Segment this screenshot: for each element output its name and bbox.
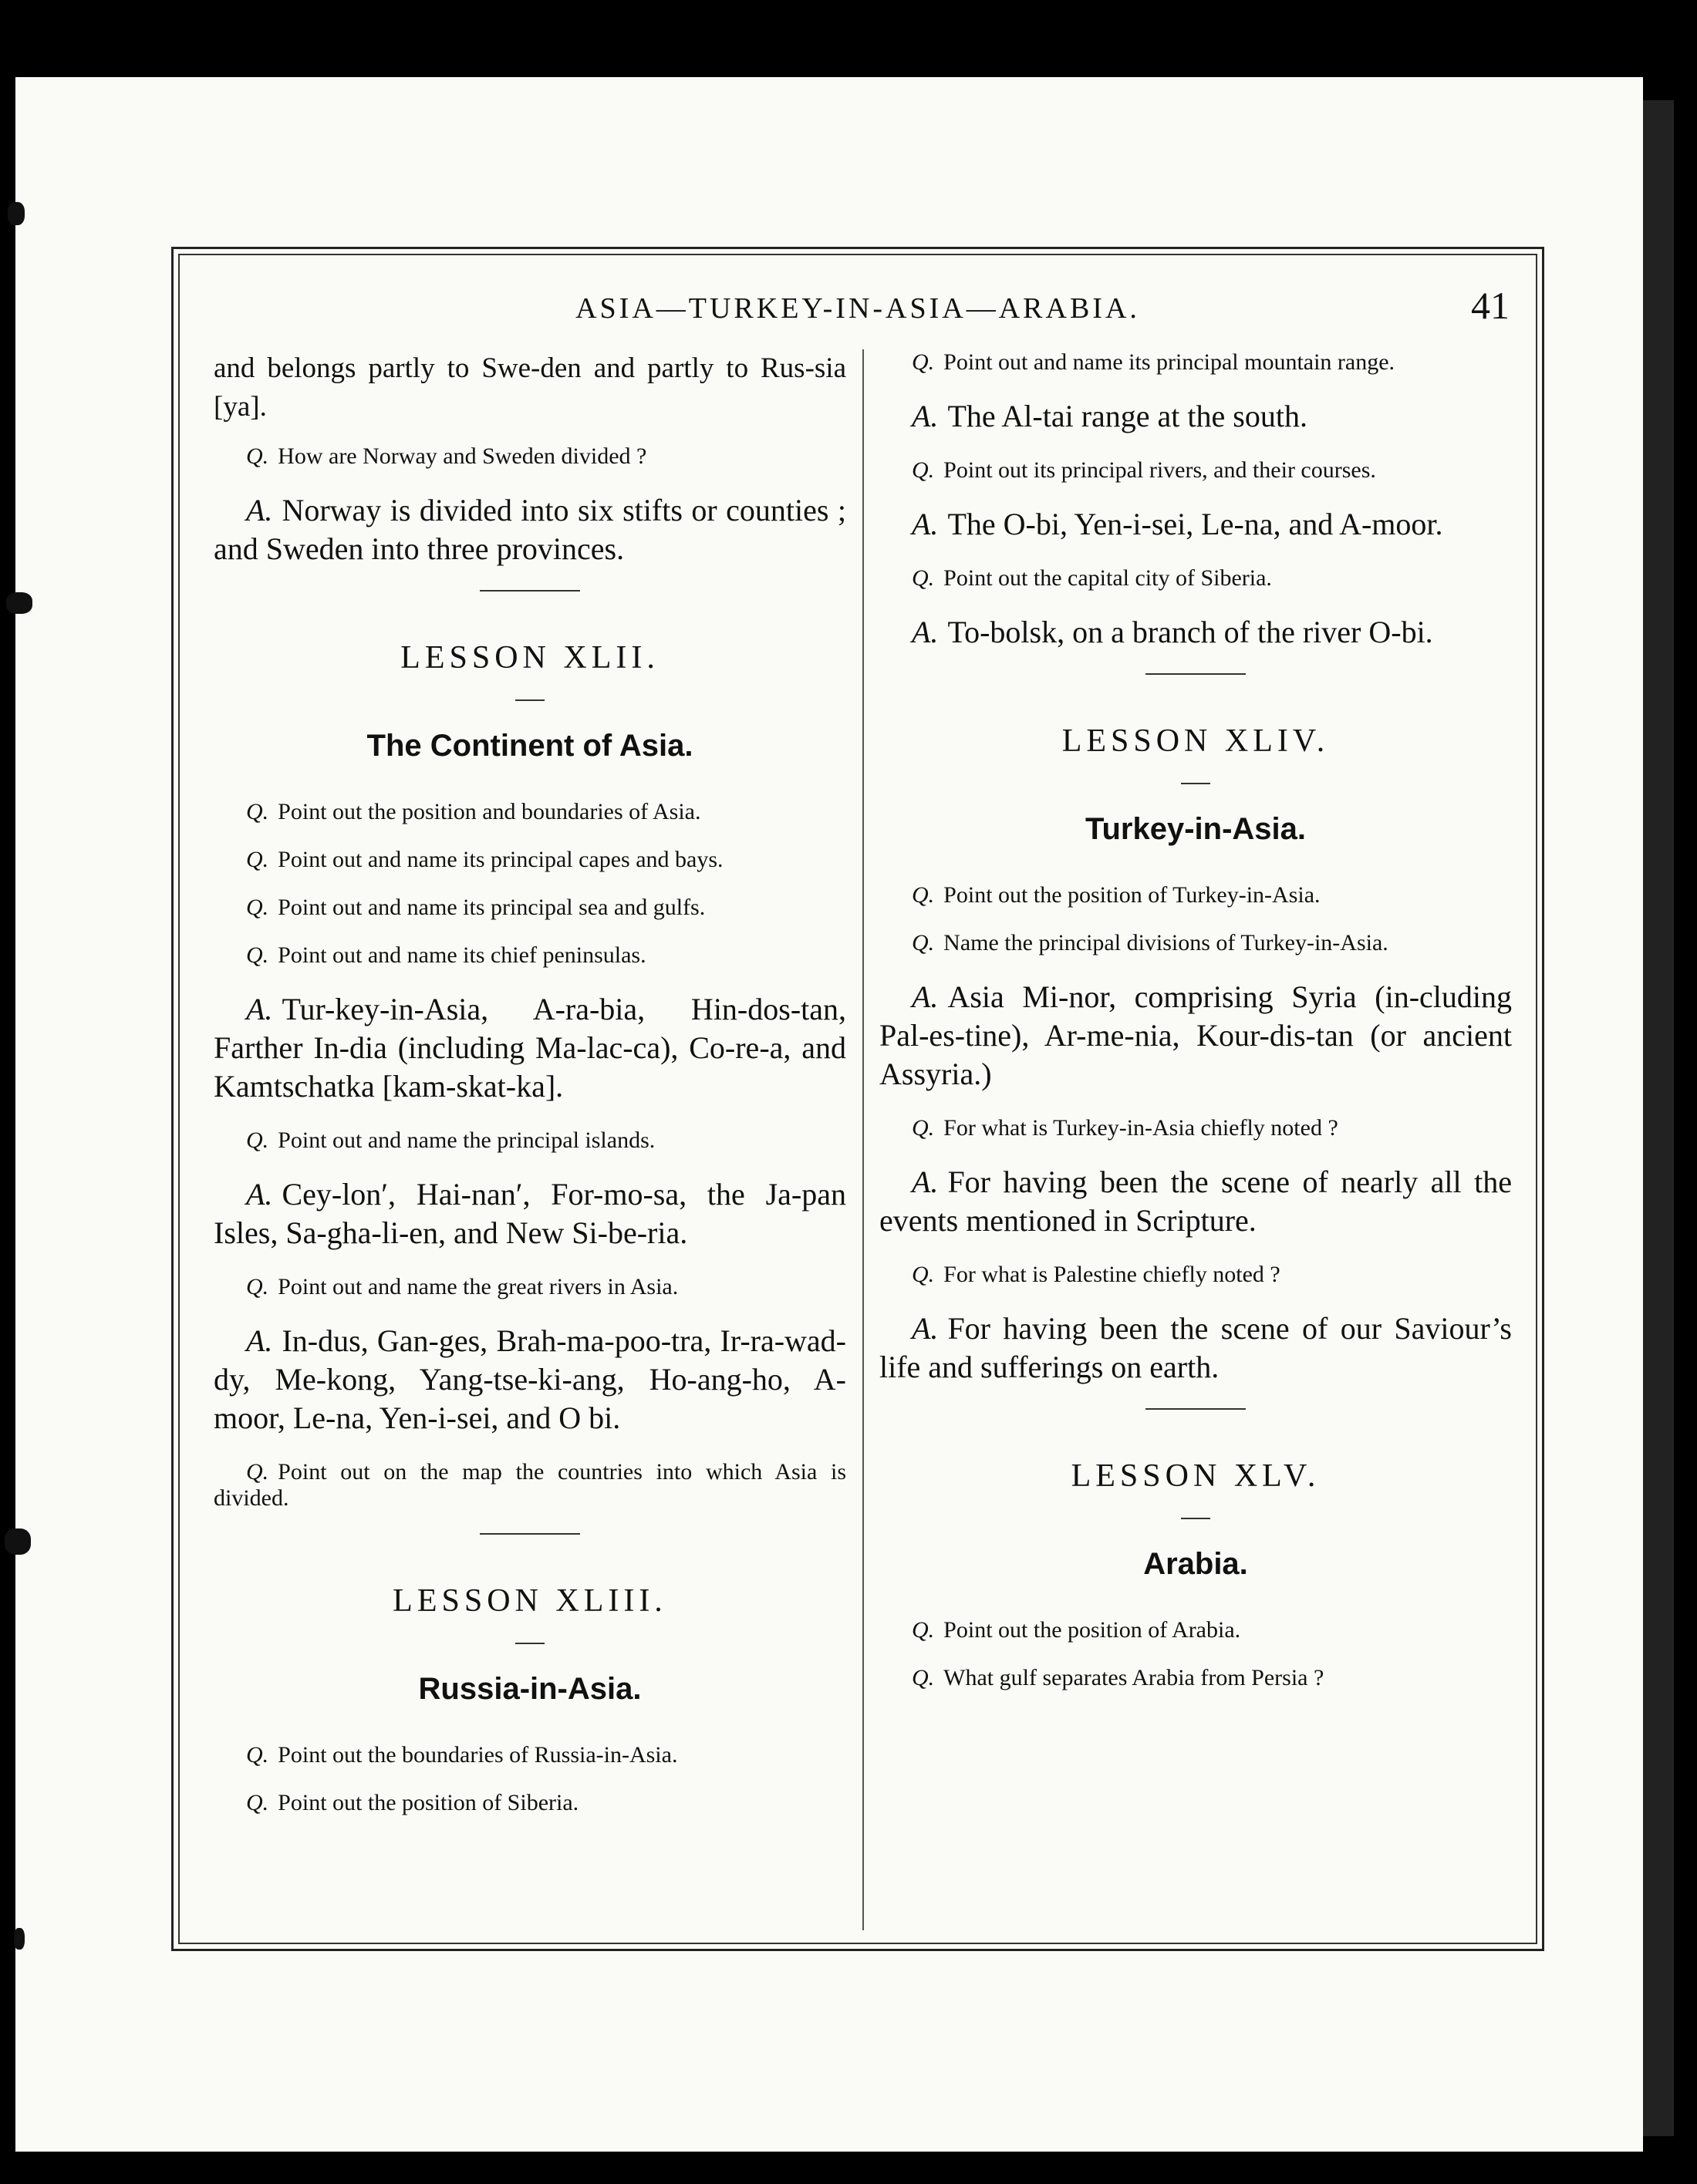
question	[214, 895, 846, 921]
question-text: Point out and name its chief peninsulas.	[278, 942, 646, 968]
scan-blot	[8, 202, 25, 225]
question	[214, 799, 846, 825]
question-text: Point out the capital city of Siberia.	[943, 565, 1272, 591]
question	[214, 1274, 846, 1300]
title-dash	[1181, 783, 1210, 784]
question-label: Q.	[246, 1459, 269, 1485]
question-text: Name the principal divisions of Turkey-in-Asia.	[943, 930, 1388, 956]
question-label: Q.	[246, 847, 269, 872]
question	[214, 1742, 846, 1768]
answer-label: A.	[246, 493, 273, 527]
question	[879, 457, 1512, 484]
answer	[879, 505, 1512, 544]
left-column	[214, 349, 846, 1838]
question-label: Q.	[912, 1617, 935, 1643]
section-rule	[1145, 673, 1246, 675]
section-rule	[480, 1533, 580, 1535]
question-label: Q.	[246, 1127, 269, 1153]
answer	[214, 1175, 846, 1252]
question	[214, 1127, 846, 1154]
answer-text: To-bolsk, on a branch of the river O-bi.	[947, 615, 1433, 649]
scan-blot	[14, 1928, 25, 1950]
question-text: Point out the position of Arabia.	[943, 1617, 1241, 1643]
answer	[879, 613, 1512, 652]
question-label: Q.	[246, 895, 269, 920]
answer-label: A.	[912, 507, 939, 541]
question-label: Q.	[912, 930, 935, 956]
answer-text: The Al-tai range at the south.	[947, 399, 1307, 433]
question	[214, 1459, 846, 1512]
question-label: Q.	[246, 1790, 269, 1815]
answer	[879, 1163, 1512, 1240]
answer-label: A.	[246, 1323, 273, 1358]
column-divider	[862, 349, 864, 1930]
answer-text: The O-bi, Yen-i-sei, Le-na, and A-moor.	[947, 507, 1443, 541]
question-label: Q.	[246, 799, 269, 824]
question-text: For what is Palestine chiefly noted ?	[943, 1262, 1280, 1287]
lesson-title: LESSON XLV.	[1071, 1458, 1321, 1494]
answer-text: For having been the scene of our Saviour’s life and sufferings on earth.	[879, 1311, 1512, 1384]
question-text: Point out its principal rivers, and their courses.	[943, 457, 1376, 483]
question	[214, 443, 846, 470]
answer-text: In-dus, Gan-ges, Brah-ma-poo-tra, Ir-ra-wad-dy, Me-kong, Yang-tse-ki-ang, Ho-ang-ho, A-moor, Le-na, Yen-i-sei, and O bi.	[214, 1323, 846, 1435]
question-text: For what is Turkey-in-Asia chiefly noted ?	[943, 1115, 1338, 1141]
question	[879, 930, 1512, 956]
question	[879, 349, 1512, 376]
question-label: Q.	[912, 1665, 935, 1690]
question-label: Q.	[246, 443, 269, 469]
question-label: Q.	[912, 1115, 935, 1141]
scan-edge-right	[1643, 100, 1674, 2136]
question	[879, 1617, 1512, 1643]
question-label: Q.	[912, 1262, 935, 1287]
answer-text: Tur-key-in-Asia, A-ra-bia, Hin-dos-tan, Farther In-dia (including Ma-lac-ca), Co-re-a, and Kamtschatka [kam-skat-ka].	[214, 992, 846, 1104]
question-label: Q.	[912, 882, 935, 908]
answer	[214, 990, 846, 1106]
question-text: Point out and name its principal mountain range.	[943, 349, 1395, 375]
answer	[879, 1309, 1512, 1387]
question-text: What gulf separates Arabia from Persia ?	[943, 1665, 1324, 1690]
answer-label: A.	[912, 979, 939, 1014]
question-text: Point out and name the principal islands.	[278, 1127, 656, 1153]
question	[879, 1665, 1512, 1691]
title-dash	[515, 699, 545, 701]
question-text: Point out on the map the countries into which Asia is divided.	[214, 1459, 846, 1511]
lesson-title: LESSON XLIV.	[1061, 723, 1330, 759]
question-label: Q.	[246, 1274, 269, 1299]
answer-label: A.	[912, 615, 939, 649]
question-text: Point out the position of Siberia.	[278, 1790, 579, 1815]
page-number: 41	[1471, 284, 1510, 327]
title-dash	[1181, 1518, 1210, 1519]
answer-label: A.	[246, 992, 273, 1026]
question-text: Point out the position and boundaries of Asia.	[278, 799, 701, 824]
answer-text: For having been the scene of nearly all the events mentioned in Scripture.	[879, 1164, 1512, 1238]
answer	[214, 1322, 846, 1437]
question	[214, 847, 846, 873]
question	[214, 1790, 846, 1816]
title-dash	[515, 1643, 545, 1644]
lesson-title: LESSON XLIII.	[393, 1583, 667, 1619]
lesson-subject: Russia-in-Asia.	[418, 1672, 642, 1706]
answer-text: Norway is divided into six stifts or counties ; and Sweden into three provinces.	[214, 493, 846, 566]
lesson-subject: The Continent of Asia.	[366, 729, 693, 763]
question-text: How are Norway and Sweden divided ?	[278, 443, 647, 469]
running-head: ASIA—TURKEY-IN-ASIA—ARABIA.	[575, 292, 1140, 325]
lesson-subject: Turkey-in-Asia.	[1085, 812, 1306, 846]
answer-label: A.	[912, 1164, 939, 1199]
answer-label: A.	[246, 1177, 273, 1212]
question	[214, 942, 846, 969]
question-label: Q.	[246, 1742, 269, 1768]
question-label: Q.	[912, 565, 935, 591]
question	[879, 1262, 1512, 1288]
section-rule	[1145, 1408, 1246, 1410]
scan-blot	[5, 1528, 31, 1555]
question	[879, 1115, 1512, 1141]
lesson-subject: Arabia.	[1143, 1547, 1248, 1581]
answer	[879, 397, 1512, 436]
answer-label: A.	[912, 1311, 939, 1346]
question-text: Point out and name its principal capes and bays.	[278, 847, 724, 872]
answer	[214, 491, 846, 568]
answer-label: A.	[912, 399, 939, 433]
question-text: Point out the boundaries of Russia-in-Asia.	[278, 1742, 678, 1768]
page-frame	[171, 247, 1544, 1951]
answer-text: Asia Mi-nor, comprising Syria (in-cluding Pal-es-tine), Ar-me-nia, Kour-dis-tan (or ancient Assyria.)	[879, 979, 1512, 1091]
question	[879, 882, 1512, 908]
question-text: Point out and name its principal sea and gulfs.	[278, 895, 706, 920]
lesson-title: LESSON XLII.	[400, 640, 660, 676]
question-label: Q.	[912, 349, 935, 375]
right-column	[879, 349, 1512, 1713]
question-label: Q.	[246, 942, 269, 968]
question-label: Q.	[912, 457, 935, 483]
section-rule	[480, 590, 580, 592]
question-text: Point out the position of Turkey-in-Asia.	[943, 882, 1321, 908]
answer-text: Cey-lon′, Hai-nan′, For-mo-sa, the Ja-pan Isles, Sa-gha-li-en, and New Si-be-ria.	[214, 1177, 846, 1250]
continuation-text: and belongs partly to Swe-den and partly to Rus-sia [ya].	[214, 352, 846, 423]
question	[879, 565, 1512, 592]
scan-blot	[6, 592, 32, 614]
question-text: Point out and name the great rivers in Asia.	[278, 1274, 679, 1299]
answer	[879, 978, 1512, 1094]
